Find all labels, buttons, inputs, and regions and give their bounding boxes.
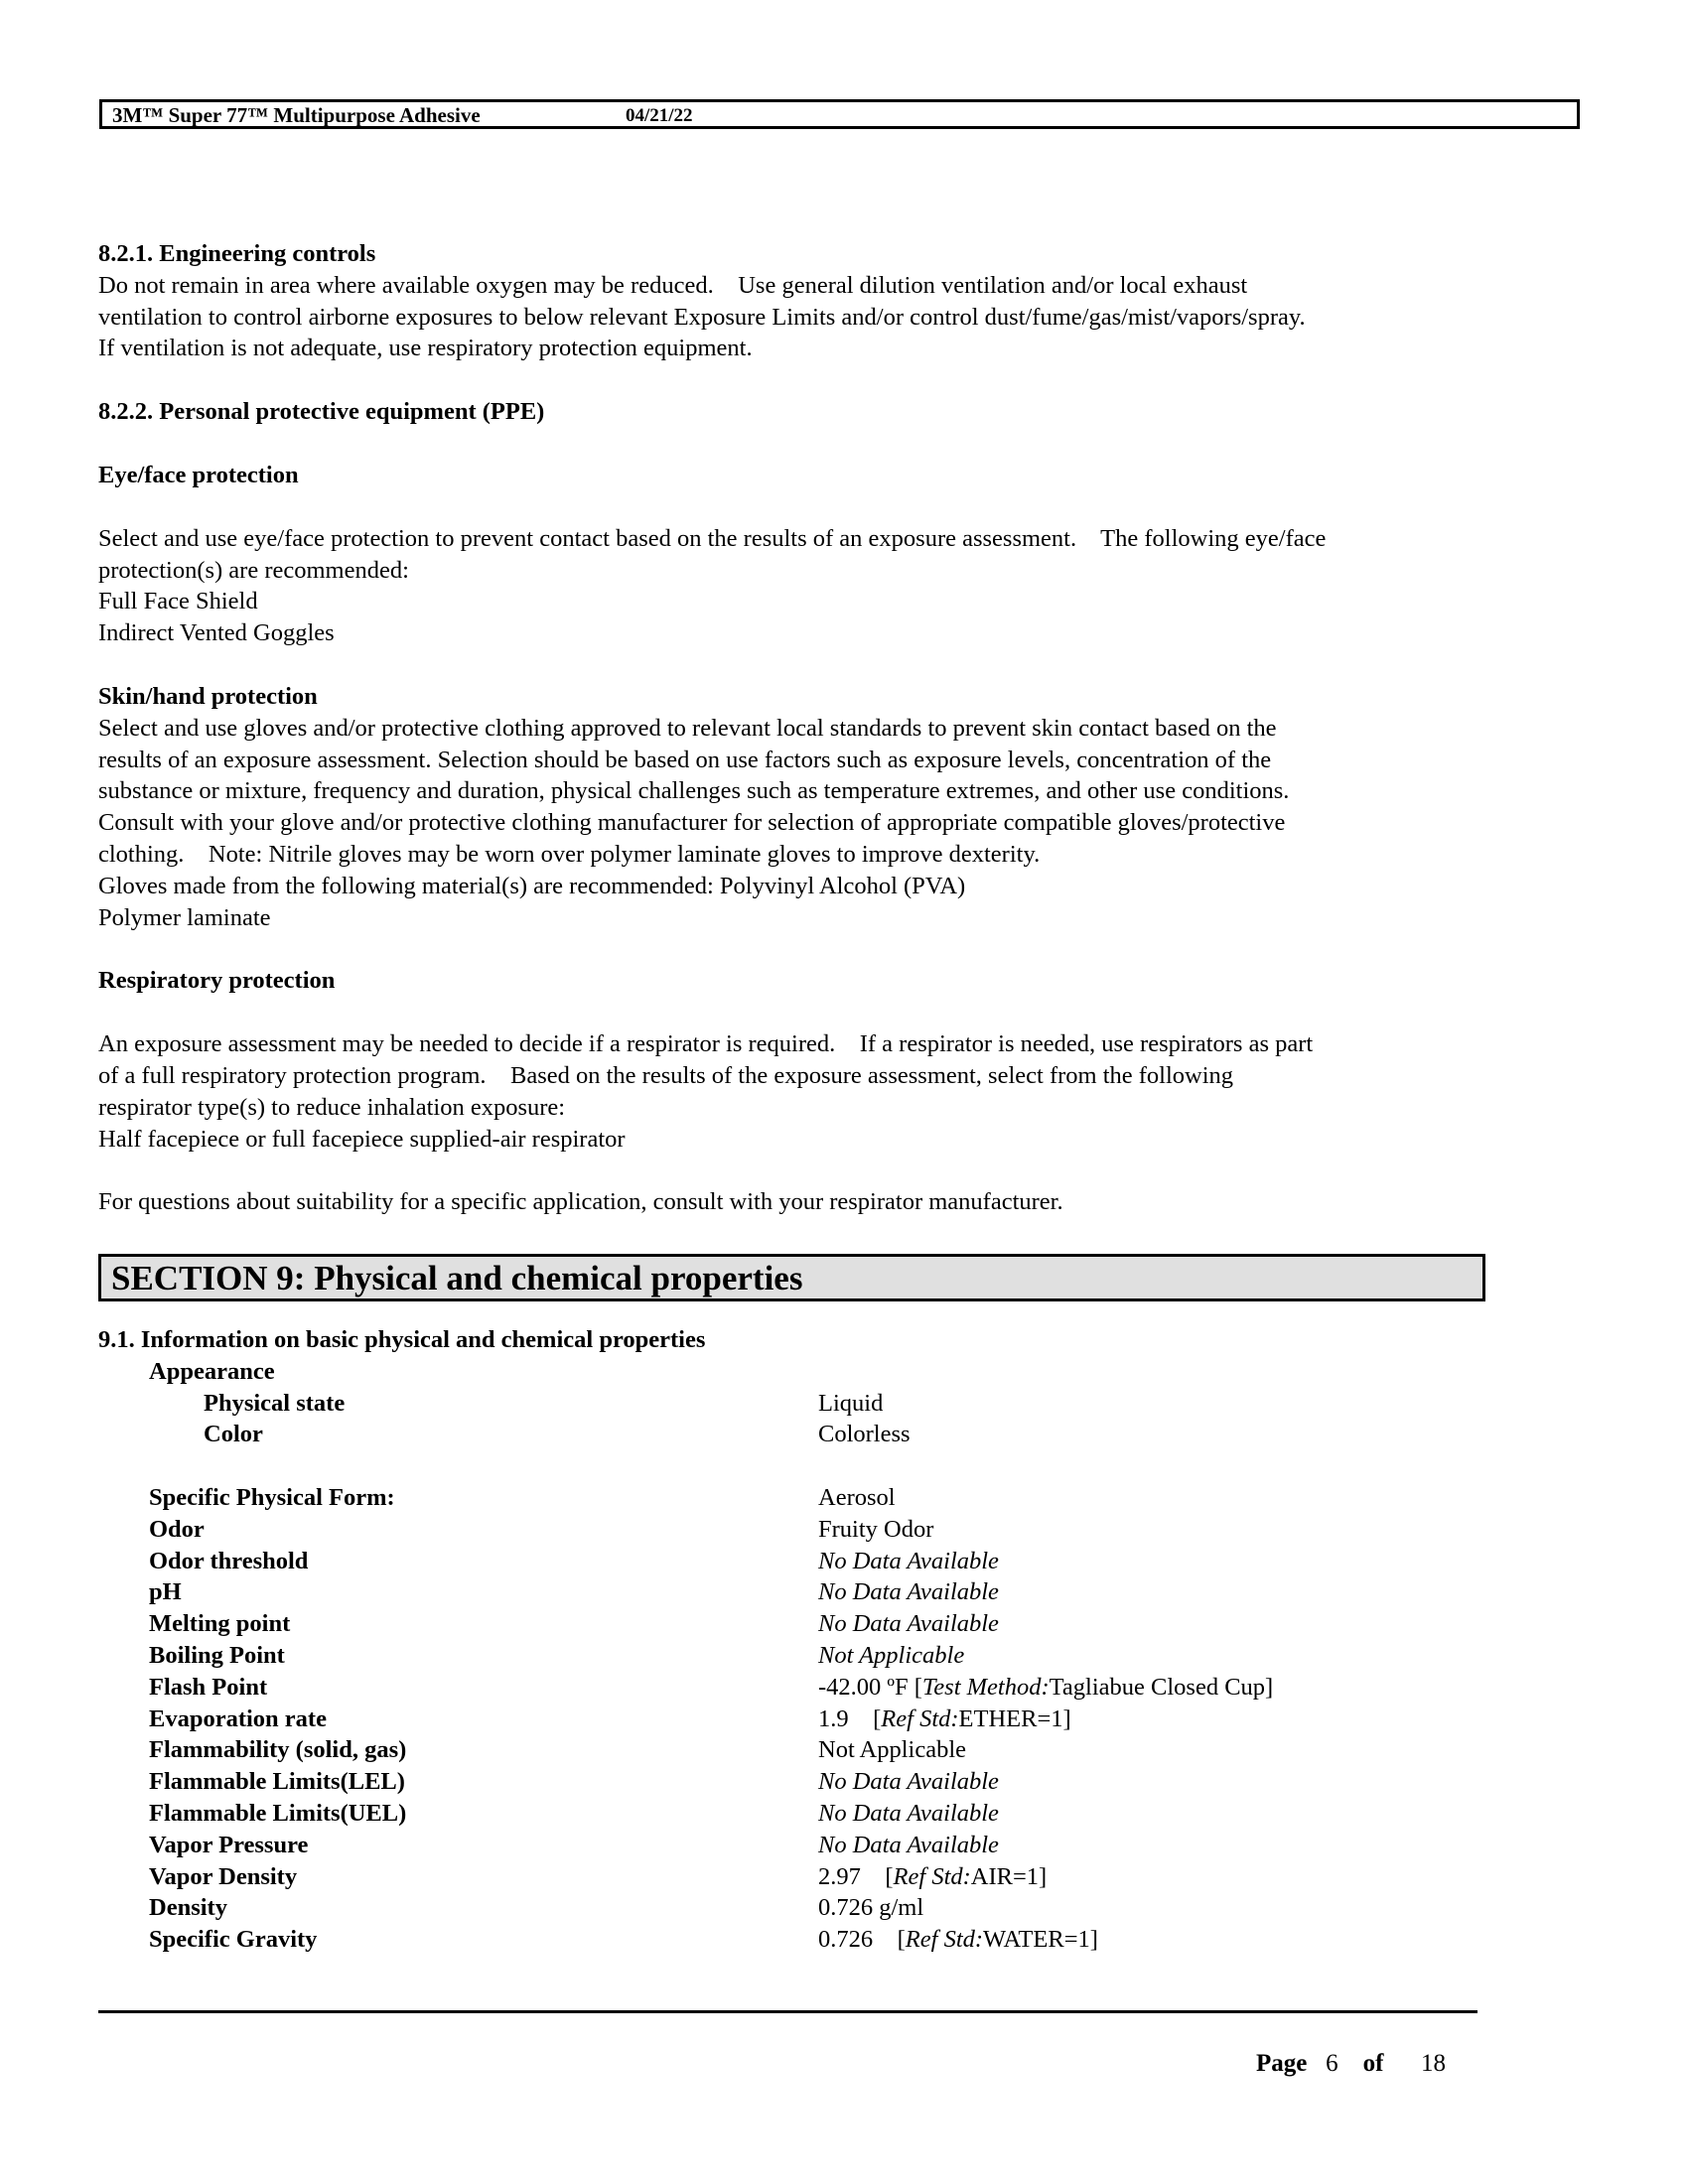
revision-date: 04/21/22 (626, 105, 693, 126)
total-pages: 18 (1420, 2050, 1446, 2077)
property-row (98, 1830, 1508, 1861)
odor-threshold-label: Odor threshold (149, 1547, 309, 1574)
odor-label: Odor (149, 1515, 205, 1543)
evaporation-rate-value (818, 1704, 1071, 1735)
property-row (98, 1798, 1508, 1830)
eye-line: Indirect Vented Goggles (98, 619, 335, 647)
of-label: of (1362, 2050, 1384, 2077)
physical-properties-table (98, 1324, 1508, 1956)
property-row (98, 1861, 1508, 1893)
property-row (98, 1892, 1508, 1924)
respiratory-line: respirator type(s) to reduce inhalation exposure: (98, 1093, 566, 1121)
respiratory-note: For questions about suitability for a specific application, consult with your respirator manufacturer. (98, 1188, 1063, 1216)
density-label: Density (149, 1894, 227, 1922)
skin-line: substance or mixture, frequency and duration, physical challenges such as temperature extremes, and other use conditions. (98, 777, 1290, 805)
product-name: 3M™ Super 77™ Multipurpose Adhesive (112, 103, 481, 127)
skin-line: Select and use gloves and/or protective clothing approved to relevant local standards to prevent skin contact based on the (98, 714, 1277, 742)
evaporation-rate-label: Evaporation rate (149, 1705, 327, 1732)
vapor-density-label: Vapor Density (149, 1862, 298, 1890)
skin-line: Polymer laminate (98, 903, 271, 931)
melting-point-value: No Data Available (818, 1610, 999, 1638)
vapor-density-ref-value: AIR=1] (970, 1862, 1048, 1890)
section-9-title: SECTION 9: Physical and chemical properties (111, 1259, 803, 1297)
specific-form-label: Specific Physical Form: (149, 1483, 395, 1511)
color-label: Color (204, 1421, 263, 1448)
ph-label: pH (149, 1578, 182, 1606)
odor-value: Fruity Odor (818, 1515, 934, 1543)
flash-point-value (818, 1672, 1273, 1704)
boiling-point-value: Not Applicable (818, 1641, 965, 1669)
property-row (98, 1608, 1508, 1640)
page-number: 6 (1326, 2050, 1338, 2077)
skin-line: Consult with your glove and/or protective clothing manufacturer for selection of appropriate compatible gloves/protective (98, 809, 1286, 837)
property-row (98, 1546, 1508, 1577)
vapor-density-value (818, 1861, 1047, 1893)
skin-line: clothing. Note: Nitrile gloves may be worn over polymer laminate gloves to improve dexterity. (98, 840, 1041, 868)
eye-line: Full Face Shield (98, 588, 258, 615)
specific-gravity-label: Specific Gravity (149, 1926, 318, 1954)
property-row (98, 1704, 1508, 1735)
respiratory-line: An exposure assessment may be needed to decide if a respirator is required. If a respirator is needed, use respirators as part (98, 1030, 1314, 1058)
physical-state-value: Liquid (818, 1389, 884, 1417)
uel-label: Flammable Limits(UEL) (149, 1799, 407, 1827)
section-8-content (98, 238, 1508, 1218)
property-row (98, 1766, 1508, 1798)
page-indicator (1256, 2049, 1446, 2079)
eye-protection-heading: Eye/face protection (98, 461, 299, 488)
property-row (98, 1324, 1508, 1356)
engineering-line: Do not remain in area where available oxygen may be reduced. Use general dilution ventilation and/or local exhaust (98, 271, 1248, 299)
section-9-banner (98, 1254, 1485, 1301)
eye-line: protection(s) are recommended: (98, 556, 409, 584)
evaporation-rate-number: 1.9 [ (818, 1705, 882, 1732)
vapor-density-number: 2.97 [ (818, 1862, 894, 1890)
skin-protection-heading: Skin/hand protection (98, 682, 318, 710)
color-value: Colorless (818, 1421, 911, 1448)
odor-threshold-value: No Data Available (818, 1547, 999, 1574)
property-row-spacer (98, 1450, 1508, 1482)
property-row (98, 1576, 1508, 1608)
page-label: Page (1256, 2050, 1308, 2077)
property-row (98, 1514, 1508, 1546)
document-header (99, 99, 1580, 129)
flash-point-method-value: Tagliabue Closed Cup] (1049, 1673, 1274, 1701)
boiling-point-label: Boiling Point (149, 1641, 285, 1669)
footer-divider (98, 2010, 1477, 2013)
evaporation-rate-ref-label: Ref Std: (881, 1705, 959, 1732)
property-row (98, 1734, 1508, 1766)
lel-value: No Data Available (818, 1768, 999, 1796)
flammability-value: Not Applicable (818, 1736, 967, 1764)
ph-value: No Data Available (818, 1578, 999, 1606)
flammability-label: Flammability (solid, gas) (149, 1736, 407, 1764)
eye-line: Select and use eye/face protection to prevent contact based on the results of an exposure assessment. The following eye/face (98, 524, 1327, 552)
evaporation-rate-ref-value: ETHER=1] (958, 1705, 1071, 1732)
flash-point-number: -42.00 ºF [ (818, 1673, 922, 1701)
flash-point-method-label: Test Method: (921, 1673, 1050, 1701)
uel-value: No Data Available (818, 1799, 999, 1827)
vapor-pressure-value: No Data Available (818, 1831, 999, 1858)
skin-line: Gloves made from the following material(s) are recommended: Polyvinyl Alcohol (PVA) (98, 872, 966, 899)
property-row (98, 1356, 1508, 1388)
lel-label: Flammable Limits(LEL) (149, 1768, 405, 1796)
physical-state-label: Physical state (204, 1389, 346, 1417)
specific-gravity-value (818, 1924, 1098, 1956)
specific-form-value: Aerosol (818, 1483, 896, 1511)
engineering-line: If ventilation is not adequate, use respiratory protection equipment. (98, 335, 753, 362)
specific-gravity-ref-label: Ref Std: (905, 1926, 984, 1954)
property-row (98, 1388, 1508, 1420)
property-row (98, 1640, 1508, 1672)
vapor-pressure-label: Vapor Pressure (149, 1831, 309, 1858)
respiratory-protection-heading: Respiratory protection (98, 967, 336, 995)
property-row (98, 1419, 1508, 1450)
ppe-heading: 8.2.2. Personal protective equipment (PPE) (98, 398, 545, 426)
specific-gravity-ref-value: WATER=1] (983, 1926, 1098, 1954)
appearance-label: Appearance (149, 1357, 275, 1385)
engineering-line: ventilation to control airborne exposures to below relevant Exposure Limits and/or control dust/fume/gas/mist/vapors/spray. (98, 303, 1306, 331)
property-row (98, 1924, 1508, 1956)
property-row (98, 1672, 1508, 1704)
vapor-density-ref-label: Ref Std: (893, 1862, 971, 1890)
skin-line: results of an exposure assessment. Selection should be based on use factors such as exposure levels, concentration of the (98, 746, 1272, 773)
respiratory-line: of a full respiratory protection program. Based on the results of the exposure assessment, select from the following (98, 1061, 1234, 1089)
density-value: 0.726 g/ml (818, 1894, 924, 1922)
properties-subheading: 9.1. Information on basic physical and chemical properties (98, 1326, 706, 1353)
specific-gravity-number: 0.726 [ (818, 1926, 906, 1954)
flash-point-label: Flash Point (149, 1673, 268, 1701)
property-row (98, 1482, 1508, 1514)
engineering-controls-heading: 8.2.1. Engineering controls (98, 240, 376, 267)
melting-point-label: Melting point (149, 1610, 291, 1638)
respiratory-line: Half facepiece or full facepiece supplied-air respirator (98, 1125, 626, 1153)
